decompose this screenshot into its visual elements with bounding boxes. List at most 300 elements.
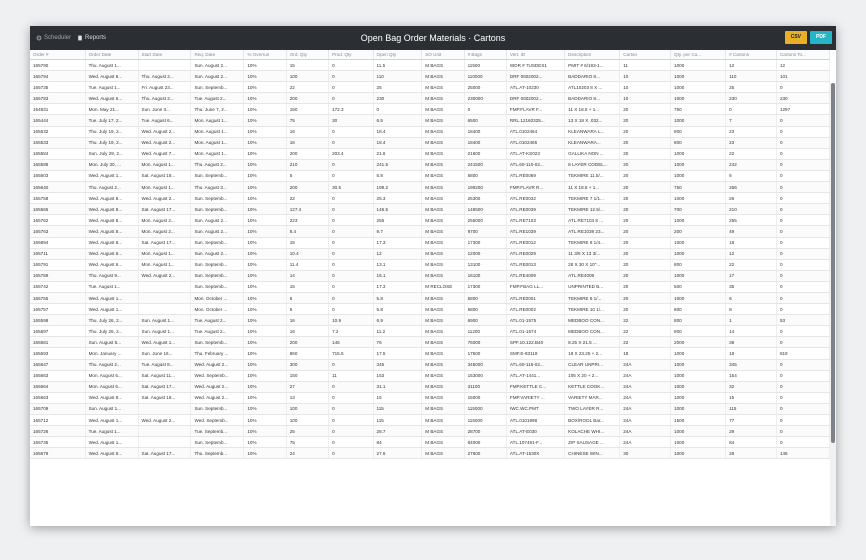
table-cell: 6900 <box>464 315 506 326</box>
table-cell: 25000 <box>464 82 506 93</box>
column-header[interactable]: Open Qty <box>373 50 422 60</box>
table-cell: 10% <box>244 415 286 426</box>
table-row[interactable] <box>30 193 830 204</box>
table-header-row <box>30 50 830 60</box>
table-cell: M BAGS <box>422 137 464 148</box>
table-row[interactable] <box>30 448 830 459</box>
table-cell: 6 <box>726 292 777 303</box>
table-cell: 165783 <box>30 93 85 104</box>
table-row[interactable] <box>30 159 830 170</box>
column-header[interactable]: Carton <box>620 50 671 60</box>
table-cell: 13100 <box>464 259 506 270</box>
table-cell: Thu. August 2... <box>85 182 138 193</box>
column-header[interactable]: Prod. Qty <box>329 50 373 60</box>
table-row[interactable] <box>30 359 830 370</box>
table-cell: ATL.RE0002 <box>506 304 564 315</box>
table-row[interactable] <box>30 437 830 448</box>
table-cell: 0 <box>329 292 373 303</box>
table-row[interactable] <box>30 226 830 237</box>
table-cell: M BAGS <box>422 182 464 193</box>
table-cell: 0 <box>776 292 829 303</box>
column-header[interactable]: Cartons To... <box>776 50 829 60</box>
table-cell: 0 <box>776 259 829 270</box>
table-cell: 1000 <box>671 237 726 248</box>
table-row[interactable] <box>30 337 830 348</box>
table-cell: M BAGS <box>422 415 464 426</box>
table-cell: Wed. August 1... <box>85 437 138 448</box>
table-cell: Wed. August 6... <box>85 259 138 270</box>
column-header[interactable]: Order Date <box>85 50 138 60</box>
column-header[interactable]: % Overrun <box>244 50 286 60</box>
table-cell: 0 <box>776 392 829 403</box>
table-cell: 199200 <box>464 182 506 193</box>
table-cell: 14 <box>286 270 328 281</box>
table-cell <box>138 304 191 315</box>
table-cell: Mon. August 1... <box>191 115 244 126</box>
table-cell: 210 <box>286 159 328 170</box>
table-cell: M BAGS <box>422 237 464 248</box>
table-cell: 15 <box>286 281 328 292</box>
table-row[interactable] <box>30 71 830 82</box>
table-cell: Sun. July 29, 2... <box>85 148 138 159</box>
table-cell: 6.5 <box>373 115 422 126</box>
table-cell: 10 <box>620 71 671 82</box>
table-cell: Wed. August 2... <box>138 137 191 148</box>
table-cell: 10.4 <box>286 248 328 259</box>
table-cell: ATL.RE0032 <box>506 193 564 204</box>
table-cell: 110 <box>726 71 777 82</box>
table-cell: Wed. August 2... <box>138 270 191 281</box>
table-cell: 1000 <box>671 60 726 71</box>
table-cell: 24A <box>620 359 671 370</box>
table-cell: KLEANWARA L... <box>565 126 620 137</box>
table-cell: BADDARIO 8... <box>565 71 620 82</box>
table-cell: 200 <box>671 226 726 237</box>
table-cell: 0 <box>329 93 373 104</box>
table-cell: Tue. August 2... <box>191 315 244 326</box>
csv-button[interactable]: CSV <box>785 31 807 44</box>
table-cell: ZIP SAUSAGE ... <box>565 437 620 448</box>
table-cell: 165663 <box>30 370 85 381</box>
report-table <box>30 50 830 459</box>
nav-scheduler-label: Scheduler <box>44 35 72 41</box>
table-cell: 0 <box>329 403 373 414</box>
table-cell: 11.2 <box>373 326 422 337</box>
table-cell: M BAGS <box>422 292 464 303</box>
table-row[interactable] <box>30 204 830 215</box>
table-cell: 165758 <box>30 193 85 204</box>
table-cell: 165789 <box>30 270 85 281</box>
nav-reports[interactable] <box>77 35 106 41</box>
table-cell: CLEAR UNPRI... <box>565 359 620 370</box>
table-cell: 8 LAYER CODEL... <box>565 159 620 170</box>
table-cell: 10% <box>244 392 286 403</box>
table-cell: ATL.RE7103 8 ... <box>565 215 620 226</box>
table-cell: M BAGS <box>422 248 464 259</box>
table-cell: 13.1 <box>373 259 422 270</box>
table-cell: Sat. August 11... <box>138 370 191 381</box>
table-cell: BOX/ROOL Bar... <box>565 415 620 426</box>
table-cell: Wed. August 1... <box>85 415 138 426</box>
table-row[interactable] <box>30 292 830 303</box>
table-cell: Tue. August 2... <box>191 93 244 104</box>
table-cell: 800 <box>671 326 726 337</box>
table-cell <box>138 281 191 292</box>
table-cell: 10% <box>244 204 286 215</box>
table-cell: 100 <box>286 403 328 414</box>
table-cell: 20 <box>620 193 671 204</box>
table-cell: 0 <box>776 148 829 159</box>
table-cell <box>138 426 191 437</box>
table-cell: 110000 <box>464 71 506 82</box>
table-cell: Thu. July 26, 2... <box>85 315 138 326</box>
table-row[interactable] <box>30 115 830 126</box>
table-cell: 24A <box>620 403 671 414</box>
table-cell: FMP.VARIETY ... <box>506 392 564 403</box>
table-cell: Sun. Septemb... <box>191 193 244 204</box>
nav-scheduler[interactable] <box>36 35 71 41</box>
table-cell: 115000 <box>464 403 506 414</box>
table-cell: Sun. Septemb... <box>191 82 244 93</box>
table-row[interactable] <box>30 259 830 270</box>
table-cell: 16 <box>286 126 328 137</box>
table-cell: Sun. Septemb... <box>191 281 244 292</box>
table-cell: M BAGS <box>422 315 464 326</box>
table-cell: 14 <box>726 326 777 337</box>
table-cell: 241500 <box>464 159 506 170</box>
vertical-scrollbar[interactable] <box>830 83 836 526</box>
table-cell: 165757 <box>30 304 85 315</box>
table-cell: 26 <box>726 193 777 204</box>
table-cell: 18 <box>620 348 671 359</box>
table-cell: 115 <box>373 403 422 414</box>
table-cell: 13 X 18 X .032... <box>565 115 620 126</box>
table-cell: Tue. August 1... <box>85 281 138 292</box>
table-cell: 0 <box>776 281 829 292</box>
table-cell: 31.1 <box>373 381 422 392</box>
pdf-button[interactable]: PDF <box>810 31 832 44</box>
table-cell: Sun. Septemb... <box>191 270 244 281</box>
table-cell: 255000 <box>464 215 506 226</box>
table-cell: 0 <box>329 170 373 181</box>
table-cell: 18.4 <box>373 126 422 137</box>
table-cell: 203.4 <box>329 148 373 159</box>
table-cell: 84000 <box>464 437 506 448</box>
table-cell: Sun. August 2... <box>191 60 244 71</box>
table-cell: 12 <box>776 60 829 71</box>
table-cell: Wed. August 8... <box>85 226 138 237</box>
table-cell: Thu. August 2... <box>191 159 244 170</box>
table-cell: ATL.AT-E030 <box>506 426 564 437</box>
table-cell: 5.8 <box>373 304 422 315</box>
column-header[interactable]: Qty. per Ca... <box>671 50 726 60</box>
table-cell: 0 <box>329 448 373 459</box>
table-cell: Wed. August 8... <box>85 237 138 248</box>
table-cell: M BAGS <box>422 392 464 403</box>
table-cell: 0 <box>776 82 829 93</box>
table-cell: 25.3 <box>373 193 422 204</box>
column-header[interactable]: SO Unit <box>422 50 464 60</box>
table-row[interactable] <box>30 403 830 414</box>
table-cell: 10% <box>244 215 286 226</box>
table-row[interactable] <box>30 248 830 259</box>
table-cell: 18 <box>726 348 777 359</box>
table-cell: 10% <box>244 182 286 193</box>
table-cell: 10% <box>244 193 286 204</box>
top-bar <box>30 26 836 50</box>
table-cell: 17500 <box>464 348 506 359</box>
table-cell: Sat. August 18... <box>138 392 191 403</box>
table-cell: 1000 <box>671 93 726 104</box>
column-header[interactable]: Description <box>565 50 620 60</box>
table-cell: 10% <box>244 304 286 315</box>
table-cell: 10% <box>244 281 286 292</box>
table-cell: 165647 <box>30 359 85 370</box>
table-row[interactable] <box>30 415 830 426</box>
table-cell: 21.6 <box>373 148 422 159</box>
table-cell: 15 <box>726 392 777 403</box>
table-cell: 165735 <box>30 437 85 448</box>
table-cell: 20 <box>620 292 671 303</box>
table-cell: 10% <box>244 448 286 459</box>
table-cell: Tue. August 8... <box>138 359 191 370</box>
table-cell: Tue. August 6... <box>138 115 191 126</box>
table-cell: 0 <box>329 248 373 259</box>
table-row[interactable] <box>30 60 830 71</box>
table-row[interactable] <box>30 137 830 148</box>
table-cell: 165581 <box>30 337 85 348</box>
table-row[interactable] <box>30 348 830 359</box>
table-cell: Thu. August 9... <box>85 270 138 281</box>
table-cell: 11 3/8 X 13 3/... <box>565 248 620 259</box>
table-cell: 800 <box>671 259 726 270</box>
table-cell: Mon. August 1... <box>191 137 244 148</box>
table-cell: 750 <box>671 104 726 115</box>
table-cell: VARIETY MAR... <box>565 392 620 403</box>
table-row[interactable] <box>30 93 830 104</box>
table-cell: Sat. August 17... <box>138 381 191 392</box>
table-cell: 10% <box>244 93 286 104</box>
table-cell: FMP.KETTLE C... <box>506 381 564 392</box>
table-cell: 10% <box>244 226 286 237</box>
table-cell: 165663 <box>30 392 85 403</box>
table-cell: Tue. August 2... <box>191 326 244 337</box>
table-row[interactable] <box>30 170 830 181</box>
table-cell <box>138 292 191 303</box>
column-header[interactable]: Req. Date <box>191 50 244 60</box>
table-cell: TEKMIRE 8 1/4... <box>565 237 620 248</box>
table-cell: 20 <box>620 115 671 126</box>
table-cell: Mon. October ... <box>191 304 244 315</box>
table-cell: 165735 <box>30 82 85 93</box>
table-row[interactable] <box>30 182 830 193</box>
table-cell: 7.2 <box>329 326 373 337</box>
table-cell: 241.5 <box>373 159 422 170</box>
table-cell: 127.4 <box>286 204 328 215</box>
table-cell: Thu. August 2... <box>138 71 191 82</box>
table-cell: 10% <box>244 60 286 71</box>
table-cell: 28 X 30 X 10"... <box>565 259 620 270</box>
table-cell: Sun. June 3... <box>138 104 191 115</box>
table-cell: 165598 <box>30 315 85 326</box>
table-cell: 10 <box>620 82 671 93</box>
table-cell: ATL.AT-1441... <box>506 370 564 381</box>
table-cell: 0 <box>329 392 373 403</box>
table-cell: 10% <box>244 126 286 137</box>
table-cell: 27 <box>286 381 328 392</box>
column-header[interactable]: Ord. Qty <box>286 50 328 60</box>
table-cell: 0 <box>329 193 373 204</box>
table-cell: 0 <box>373 104 422 115</box>
table-cell: 11 X 18.5 + 1... <box>565 104 620 115</box>
column-header[interactable]: # Bags <box>464 50 506 60</box>
table-cell: 0 <box>776 204 829 215</box>
table-row[interactable] <box>30 392 830 403</box>
table-cell: 10% <box>244 82 286 93</box>
table-cell: 13 <box>286 392 328 403</box>
table-cell: 5 <box>286 170 328 181</box>
table-row[interactable] <box>30 104 830 115</box>
table-cell: 24A <box>620 415 671 426</box>
table-cell: 146.5 <box>373 204 422 215</box>
column-header[interactable]: Start Date <box>138 50 191 60</box>
table-cell: 0 <box>776 226 829 237</box>
table-cell: M BAGS <box>422 226 464 237</box>
gear-icon <box>36 35 42 41</box>
table-cell: Thu. June 7, 2... <box>191 104 244 115</box>
table-cell: Sun. June 16... <box>138 348 191 359</box>
table-cell: ATL.AT-KS023 <box>506 148 564 159</box>
table-row[interactable] <box>30 237 830 248</box>
table-cell: 16.1 <box>373 270 422 281</box>
column-header[interactable]: Vert. ID <box>506 50 564 60</box>
table-row[interactable] <box>30 326 830 337</box>
table-cell: 20 <box>620 204 671 215</box>
table-cell: M BAGS <box>422 170 464 181</box>
table-cell: DRF 0602002... <box>506 71 564 82</box>
table-cell: M BAGS <box>422 270 464 281</box>
column-header[interactable]: Order # <box>30 50 85 60</box>
table-cell: 17300 <box>464 281 506 292</box>
table-cell: Wed. August 2... <box>191 359 244 370</box>
table-row[interactable] <box>30 148 830 159</box>
table-cell: 1000 <box>671 359 726 370</box>
table-cell: 30 <box>620 448 671 459</box>
app-window <box>30 26 836 526</box>
table-cell: Wed. August 8... <box>85 215 138 226</box>
table-cell: ATL.RE4009 <box>565 270 620 281</box>
table-cell: Mon. August 1... <box>191 126 244 137</box>
table-cell: 76 <box>373 337 422 348</box>
table-cell: 16 <box>286 326 328 337</box>
table-cell: FMP.FLAVR F... <box>506 104 564 115</box>
table-row[interactable] <box>30 370 830 381</box>
table-cell: 0 <box>776 381 829 392</box>
table-cell: 153000 <box>464 370 506 381</box>
table-row[interactable] <box>30 270 830 281</box>
table-cell: 24A <box>620 381 671 392</box>
table-cell: 32 <box>726 381 777 392</box>
table-row[interactable] <box>30 281 830 292</box>
table-cell: 1000 <box>671 170 726 181</box>
table-row[interactable] <box>30 126 830 137</box>
table-cell: 153 <box>373 370 422 381</box>
table-cell: 1000 <box>671 159 726 170</box>
table-cell: 223 <box>286 215 328 226</box>
table-row[interactable] <box>30 304 830 315</box>
table-row[interactable] <box>30 215 830 226</box>
table-cell: 0 <box>329 137 373 148</box>
table-cell: 1000 <box>671 403 726 414</box>
table-cell: 100 <box>286 415 328 426</box>
table-cell: 165533 <box>30 137 85 148</box>
table-cell: Wed. August 6... <box>85 448 138 459</box>
table-cell: 11 <box>329 370 373 381</box>
table-row[interactable] <box>30 381 830 392</box>
table-cell: 10% <box>244 270 286 281</box>
table-cell: 1000 <box>671 115 726 126</box>
table-cell: 1000 <box>671 248 726 259</box>
table-cell: 0 <box>329 381 373 392</box>
table-cell: 9.7 <box>373 226 422 237</box>
table-cell: 165588 <box>30 159 85 170</box>
table-cell: 1000 <box>671 148 726 159</box>
table-cell: 15000 <box>464 392 506 403</box>
table-cell: M BAGS <box>422 370 464 381</box>
table-cell: M BAGS <box>422 204 464 215</box>
table-cell: 154 <box>726 370 777 381</box>
table-cell: 18 X 23.25 + 2... <box>565 348 620 359</box>
table-cell: 715.5 <box>329 348 373 359</box>
table-cell: Wed. August 6... <box>85 71 138 82</box>
table-cell: M BAGS <box>422 381 464 392</box>
table-cell: Mon. August 1... <box>138 259 191 270</box>
table-cell: GALLIKA NON ... <box>565 148 620 159</box>
table-cell: 8 <box>726 304 777 315</box>
table-cell: 76000 <box>464 337 506 348</box>
table-cell: 6 <box>726 170 777 181</box>
table-cell: RRL.12160325... <box>506 115 564 126</box>
table-cell: 345000 <box>464 359 506 370</box>
table-row[interactable] <box>30 82 830 93</box>
table-cell: Wed. Septemb... <box>191 370 244 381</box>
table-cell: 84 <box>726 437 777 448</box>
table-cell: Sun. August 1... <box>85 403 138 414</box>
table-cell: ATL.RE0012 <box>506 237 564 248</box>
table-cell: 800 <box>671 137 726 148</box>
table-cell: 5.8 <box>373 292 422 303</box>
table-cell: 30.5 <box>329 182 373 193</box>
table-cell: TEKMIRE 12.5/... <box>565 204 620 215</box>
table-row[interactable] <box>30 426 830 437</box>
table-cell: 165790 <box>30 60 85 71</box>
table-cell: 25 <box>373 82 422 93</box>
table-cell: BADDARIO 8... <box>565 93 620 104</box>
table-cell: 10% <box>244 159 286 170</box>
table-cell: 0 <box>776 337 829 348</box>
column-header[interactable]: # Cartons <box>726 50 777 60</box>
table-cell: 165640 <box>30 182 85 193</box>
table-row[interactable] <box>30 315 830 326</box>
table-cell: 20 <box>620 237 671 248</box>
table-cell: 0 <box>776 237 829 248</box>
table-cell: 12 <box>373 248 422 259</box>
table-cell: 2000 <box>671 337 726 348</box>
table-cell: Mon. August 6... <box>85 370 138 381</box>
table-cell: 5.8 <box>373 170 422 181</box>
scrollbar-thumb[interactable] <box>831 83 835 443</box>
table-cell: MEDBOO CON... <box>565 315 620 326</box>
